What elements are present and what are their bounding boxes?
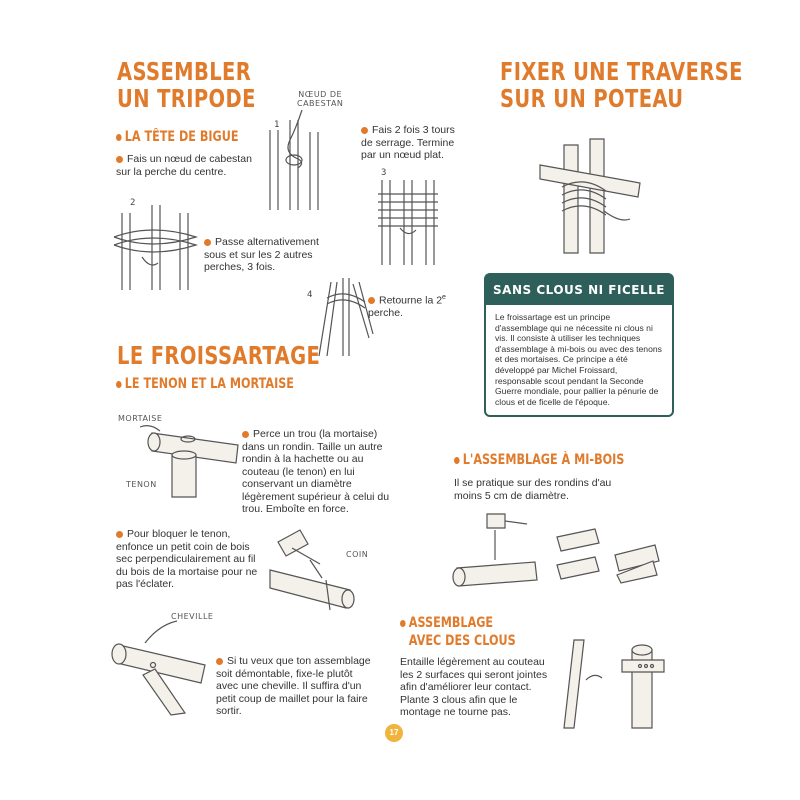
tripode-step3: Fais 2 fois 3 tours de serrage. Termine par un nœud plat. xyxy=(361,124,455,161)
tripode-subtitle: LA TÊTE DE BIGUE xyxy=(116,129,238,145)
froissartage-subtitle: LE TENON ET LA MORTAISE xyxy=(116,376,294,392)
bullet-dot xyxy=(204,239,211,246)
bullet-dot xyxy=(454,457,460,464)
clous-text: Entaille légèrement au couteau les 2 surfaces qui seront jointes afin d'améliorer leur contact. Plante 3 clous afin que le montage ne tourne pas. xyxy=(400,656,548,718)
step-number-1: 1 xyxy=(274,120,280,130)
page-number: 17 xyxy=(385,724,403,742)
label-coin: COIN xyxy=(346,550,369,559)
tripode-title: ASSEMBLER UN TRIPODE xyxy=(117,57,256,113)
froissartage-text1: Perce un trou (la mortaise) dans un rondin. Taille un autre rondin à la hachette ou au couteau (le tenon) en lui conservant un diamètre légèrement supérieur à celui du trou. Emboîte en force. xyxy=(242,428,390,515)
tripode-step2: Passe alternativement sous et sur les 2 autres perches, 3 fois. xyxy=(204,236,319,273)
label-mortaise: MORTAISE xyxy=(118,414,163,423)
half-lap-joint-illustration xyxy=(555,525,660,585)
step-number-4: 4 xyxy=(307,290,313,300)
lashing-illustration xyxy=(112,205,202,295)
tenon-mortise-illustration xyxy=(150,415,240,500)
bullet-dot xyxy=(242,431,249,438)
bullet-dot xyxy=(361,127,368,134)
clous-subtitle: ASSEMBLAGE AVEC DES CLOUS xyxy=(400,614,516,650)
bullet-dot xyxy=(400,620,406,627)
bullet-dot xyxy=(116,381,122,388)
nailed-joint-illustration xyxy=(560,630,670,730)
bullet-dot xyxy=(216,658,223,665)
bullet-dot xyxy=(116,134,122,141)
info-box-heading: SANS CLOUS NI FICELLE xyxy=(486,275,672,305)
tripod-flip-illustration xyxy=(313,278,373,358)
step-number-3: 3 xyxy=(381,168,387,178)
label-cheville: CHEVILLE xyxy=(171,612,214,621)
mibois-text: Il se pratique sur des rondins d'au moins 5 cm de diamètre. xyxy=(454,477,612,502)
bullet-dot xyxy=(116,156,123,163)
info-box-body: Le froissartage est un principe d'assemblage qui ne nécessite ni clous ni vis. Il consiste à utiliser les techniques d'assemblage à mi-bois ou avec des tenons et des mortaises. Ce principe a été développé par Michel Froissard, responsable scout pendant la Seconde Guerre mondiale, pour pallier la pénurie de clous et de ficelle de l'époque. xyxy=(495,312,662,407)
traverse-title: FIXER UNE TRAVERSE SUR UN POTEAU xyxy=(500,57,743,113)
info-box xyxy=(484,273,674,417)
froissartage-title: LE FROISSARTAGE xyxy=(117,341,321,370)
tight-lashing-illustration xyxy=(374,180,444,265)
half-lap-hammer-illustration xyxy=(455,510,545,590)
step-number-2: 2 xyxy=(130,198,136,208)
bullet-dot xyxy=(368,297,375,304)
froissartage-text2: Pour bloquer le tenon, enfonce un petit coin de bois sec perpendiculairement au fil du bois de la mortaise pour ne pas l'éclater. xyxy=(116,528,258,590)
peg-illustration xyxy=(115,625,215,715)
mibois-subtitle: L'ASSEMBLAGE À MI-BOIS xyxy=(454,452,624,468)
tripode-step1: Fais un nœud de cabestan sur la perche du centre. xyxy=(116,153,252,178)
tripode-step4: Retourne la 2e perche. xyxy=(368,294,446,319)
crossbar-post-illustration xyxy=(540,135,650,255)
label-noeud-cabestan: NŒUD DE CABESTAN xyxy=(297,90,344,108)
froissartage-text3: Si tu veux que ton assemblage soit démontable, fixe-le plutôt avec une cheville. Il suffira d'un petit coup de maillet pour la faire sortir. xyxy=(216,655,371,717)
cabestan-knot-illustration xyxy=(262,110,322,220)
bullet-dot xyxy=(116,531,123,538)
label-tenon: TENON xyxy=(126,480,157,489)
wedge-hammer-illustration xyxy=(270,520,360,610)
